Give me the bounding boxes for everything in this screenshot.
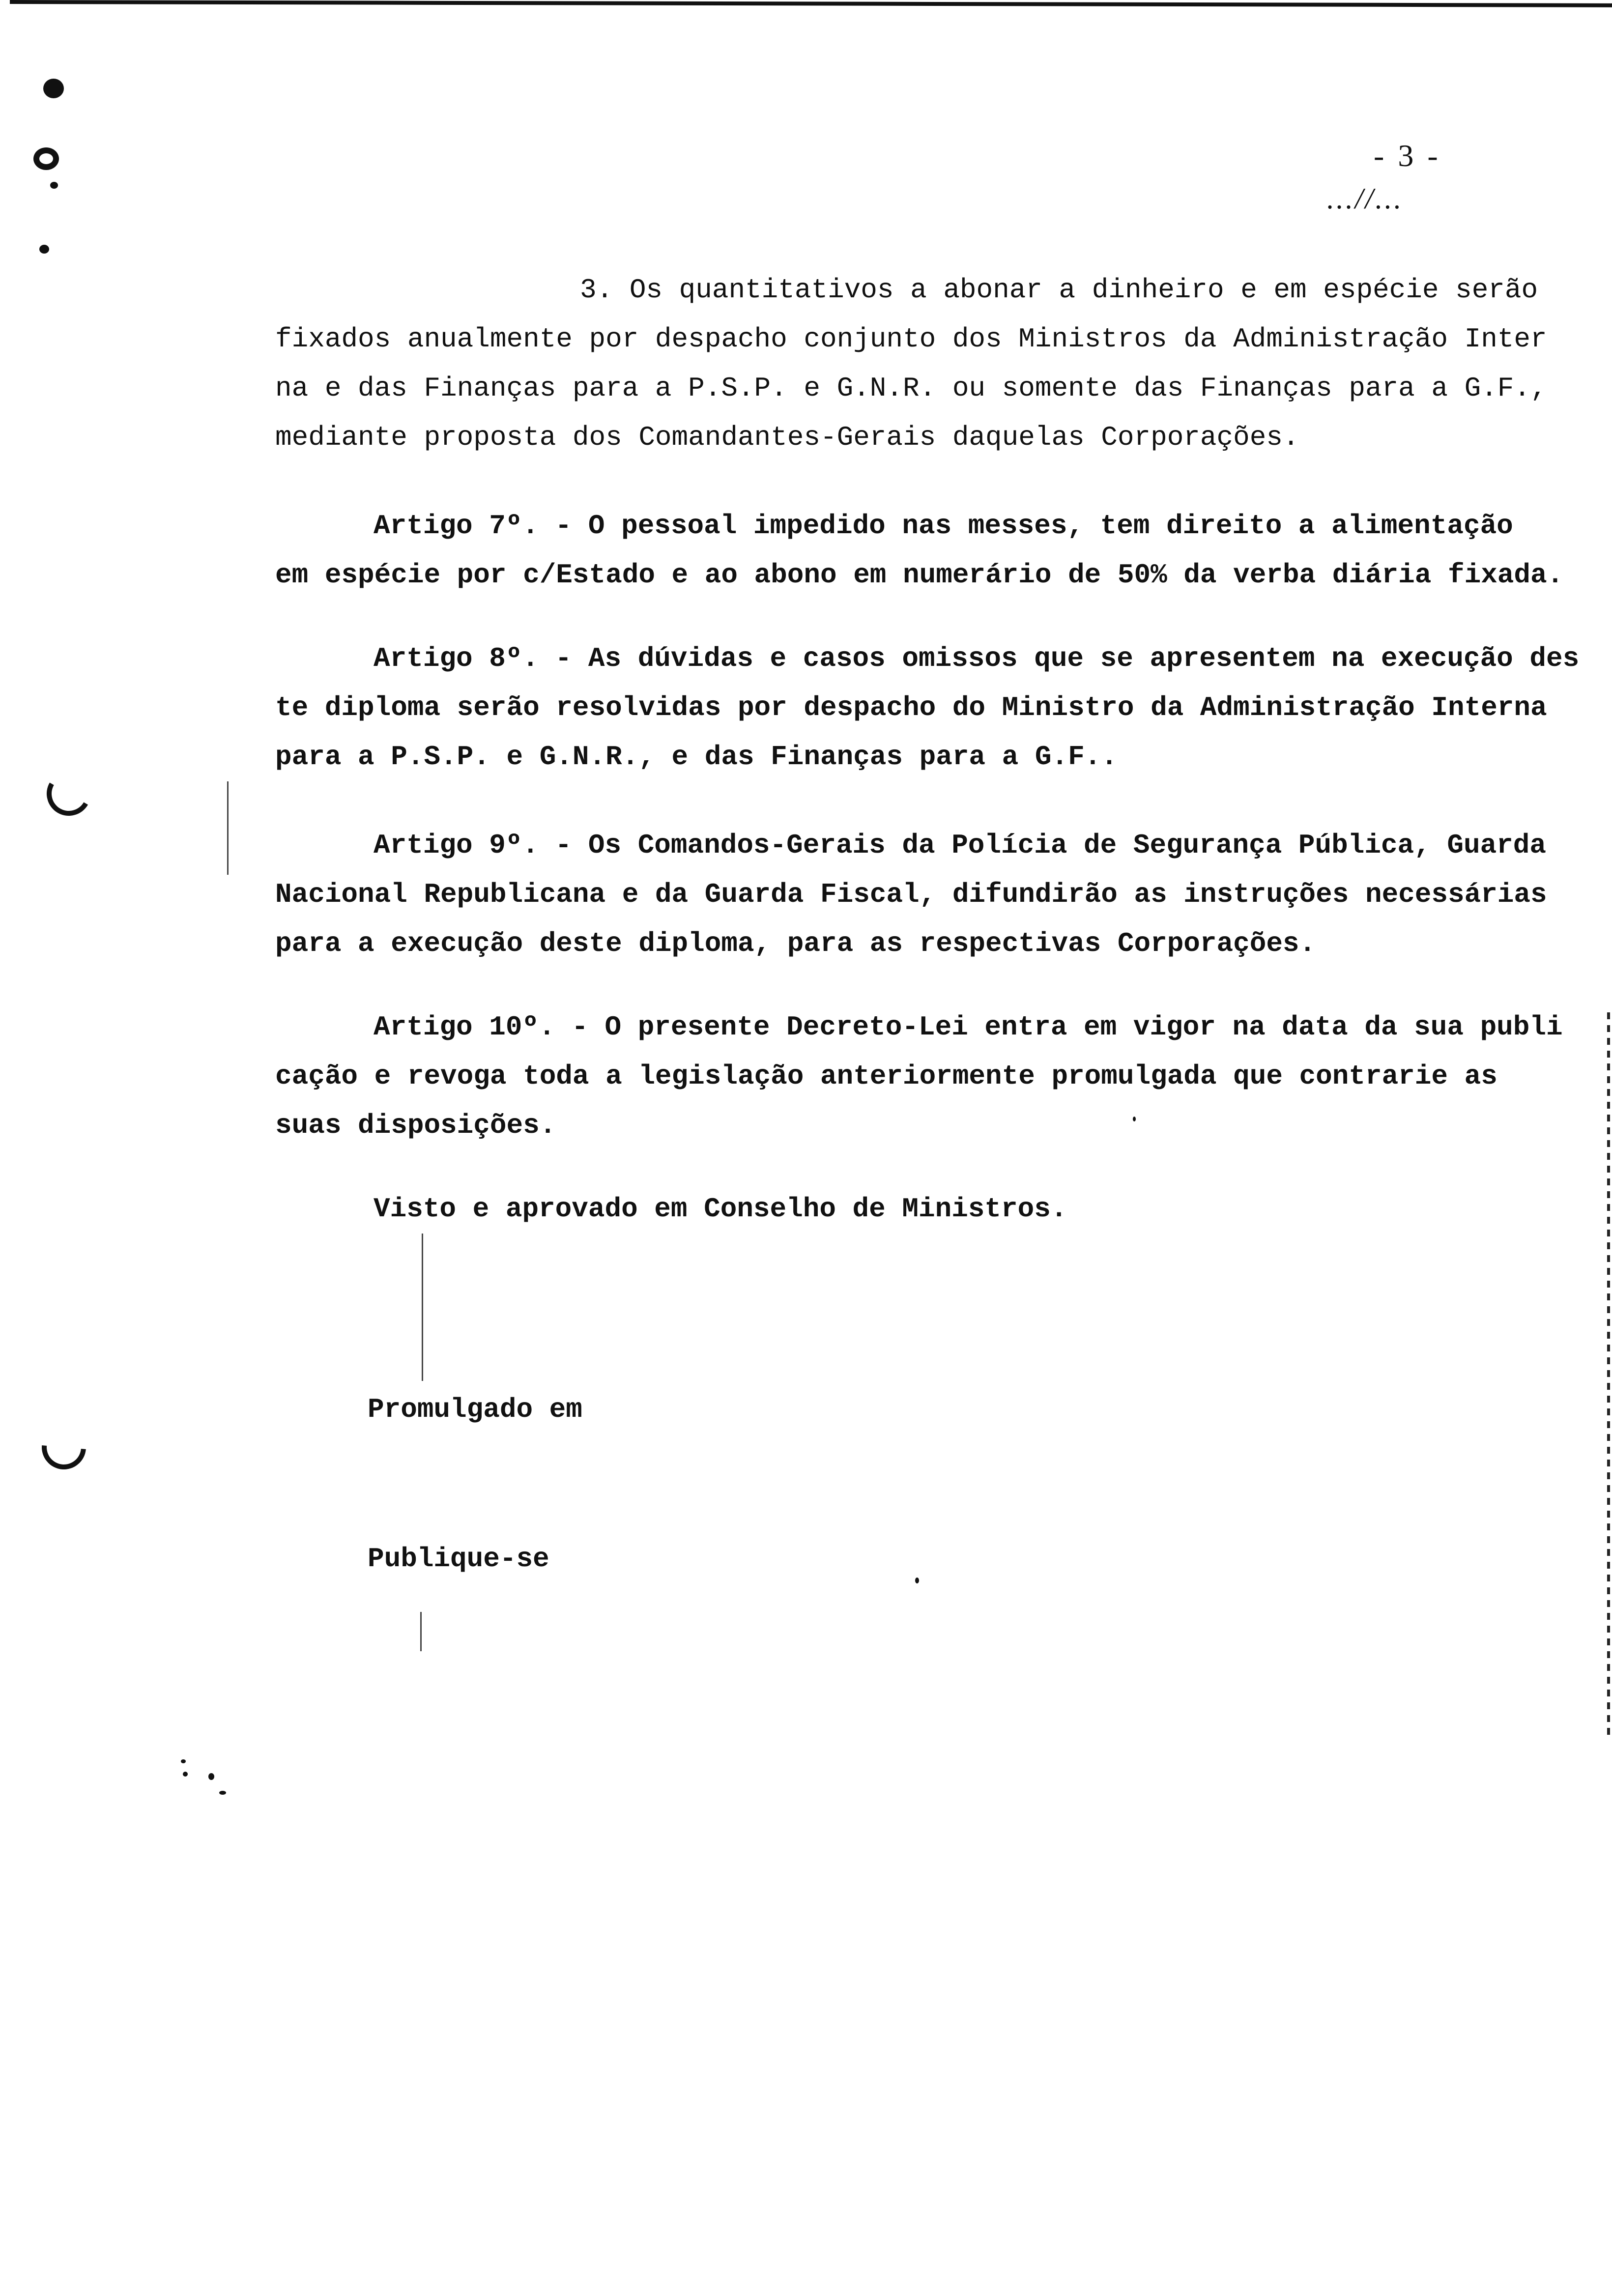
- text-line: suas disposições.: [275, 1110, 556, 1141]
- scan-speck: [50, 182, 58, 189]
- text-line: Artigo 9º. - Os Comandos-Gerais da Polícia de Segurança Pública, Guarda: [374, 830, 1546, 861]
- scan-speck: [183, 1772, 188, 1777]
- paragraph-item-3: [275, 265, 1563, 462]
- article-8: [275, 634, 1580, 781]
- scan-speck: [208, 1773, 214, 1780]
- scan-speck: [219, 1791, 226, 1795]
- text-line: para a P.S.P. e G.N.R., e das Finanças para a G.F..: [275, 741, 1118, 773]
- approval-statement: Visto e aprovado em Conselho de Ministros.: [374, 1193, 1067, 1225]
- article-7: [275, 501, 1563, 600]
- fold-mark: [422, 1234, 423, 1381]
- text-line: em espécie por c/Estado e ao abono em numerário de 50% da verba diária fixada.: [275, 559, 1564, 591]
- text-line: para a execução deste diploma, para as respectivas Corporações.: [275, 928, 1316, 959]
- text-line: Artigo 10º. - O presente Decreto-Lei entra em vigor na data da sua publi: [374, 1011, 1563, 1043]
- article-10: [275, 1003, 1563, 1150]
- text-line: mediante proposta dos Comandantes-Gerais daquelas Corporações.: [275, 422, 1299, 453]
- page-number: - 3 -: [1374, 138, 1441, 173]
- text-line: te diploma serão resolvidas por despacho do Ministro da Administração Interna: [275, 692, 1547, 723]
- scan-speck: [915, 1578, 919, 1583]
- scan-speck: [1133, 1117, 1136, 1121]
- binder-ring-mark: [42, 767, 96, 821]
- fold-mark: [420, 1612, 422, 1651]
- text-line: na e das Finanças para a P.S.P. e G.N.R. ou somente das Finanças para a G.F.,: [275, 373, 1547, 404]
- top-edge-rule: [10, 0, 1612, 7]
- text-line: Artigo 8º. - As dúvidas e casos omissos que se apresentem na execução des: [374, 643, 1580, 674]
- right-margin-scan-artifact: [1607, 1012, 1610, 1740]
- text-line: fixados anualmente por despacho conjunto dos Ministros da Administração Inter: [275, 323, 1547, 355]
- text-line: cação e revoga toda a legislação anteriormente promulgada que contrarie as: [275, 1061, 1497, 1092]
- punch-hole-mark: [33, 147, 59, 170]
- text-line: Artigo 7º. - O pessoal impedido nas messes, tem direito a alimentação: [374, 510, 1513, 542]
- publish-line: Publique-se: [368, 1543, 549, 1575]
- binder-ring-mark: [33, 1416, 95, 1479]
- continuation-mark: ...//...: [1327, 182, 1404, 215]
- text-line: 3. Os quantitativos a abonar a dinheiro e em espécie serão: [580, 274, 1538, 306]
- scan-speck: [39, 245, 49, 254]
- promulgated-line: Promulgado em: [368, 1394, 582, 1425]
- scan-speck: [181, 1759, 186, 1763]
- scan-speck: [43, 79, 64, 98]
- article-9: [275, 821, 1563, 968]
- fold-mark: [227, 781, 229, 875]
- text-line: Nacional Republicana e da Guarda Fiscal, difundirão as instruções necessárias: [275, 879, 1547, 910]
